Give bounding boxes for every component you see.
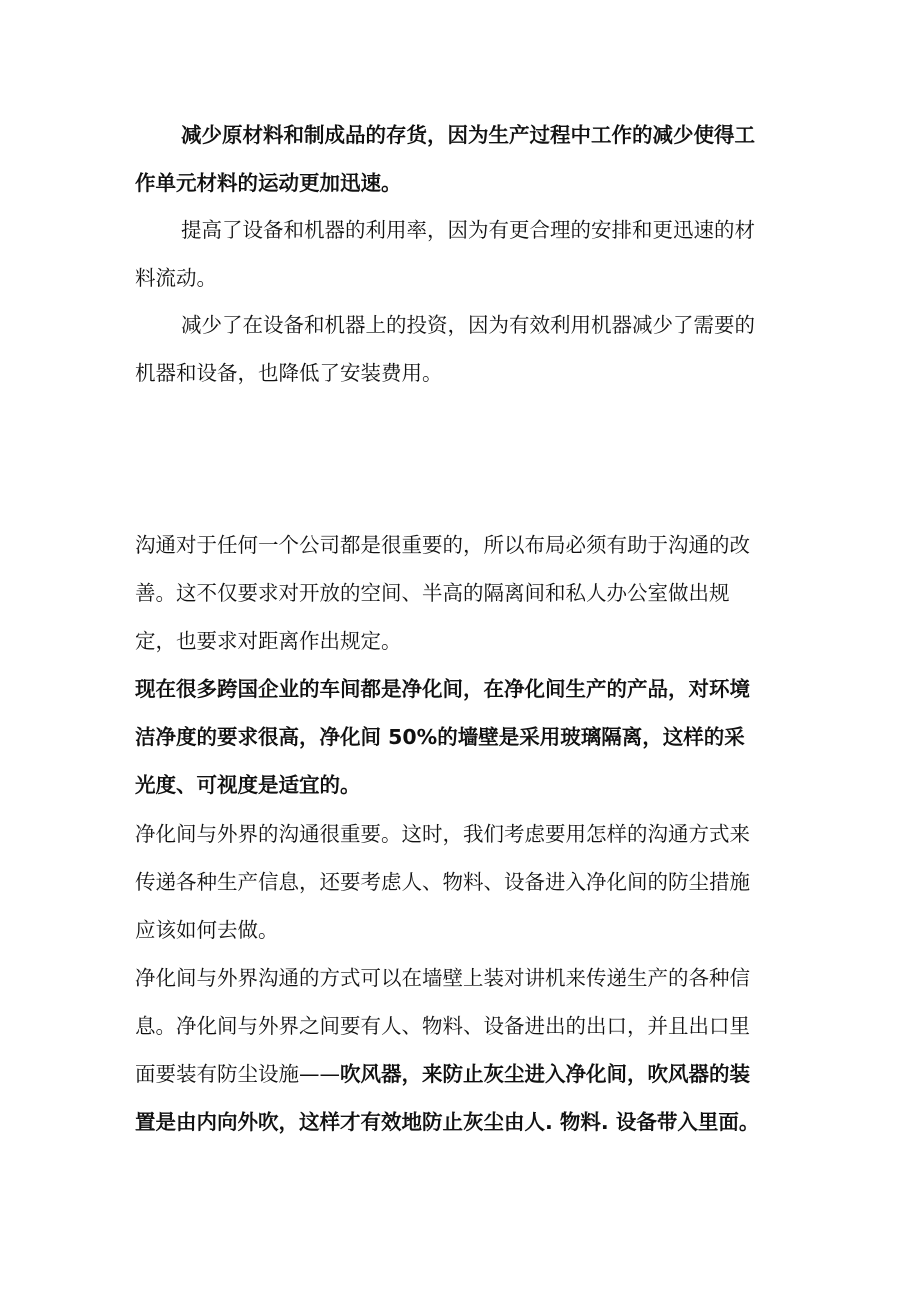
text-line: 机器和设备，也降低了安装费用。 (135, 361, 443, 385)
text-line: 作单元材料的运动更加迅速。 (135, 171, 402, 195)
text-line: 善。这不仅要求对开放的空间、半高的隔离间和私人办公室做出规 (135, 581, 730, 605)
text-line: 净化间与外界沟通的方式可以在墙壁上装对讲机来传递生产的各种信 (135, 966, 750, 990)
paragraph-air-shower (135, 954, 795, 1146)
text-line: 洁净度的要求很高，净化间 50%的墙壁是采用玻璃隔离，这样的采 (135, 725, 745, 749)
text-line: 现在很多跨国企业的车间都是净化间，在净化间生产的产品，对环境 (135, 677, 750, 701)
text-line: 净化间与外界的沟通很重要。这时，我们考虑要用怎样的沟通方式来 (135, 822, 750, 846)
text-line (135, 1050, 795, 1098)
text-line: 提高了设备和机器的利用率，因为有更合理的安排和更迅速的材 (181, 218, 755, 242)
text-line: 置是由内向外吹，这样才有效地防止灰尘由人. 物料. 设备带入里面。 (135, 1110, 760, 1134)
text-line: 沟通对于任何一个公司都是很重要的，所以布局必须有助于沟通的改 (135, 533, 750, 557)
text-line: 料流动。 (135, 266, 217, 290)
paragraph-clean-room-communication (135, 810, 795, 954)
text-line: 定，也要求对距离作出规定。 (135, 629, 402, 653)
paragraph-clean-room (135, 665, 795, 809)
paragraph-inventory-reduction (135, 111, 795, 207)
paragraph-equipment-utilization (135, 206, 795, 302)
paragraph-investment-reduction (135, 301, 795, 397)
paragraph-communication (135, 521, 795, 665)
text-segment: 面要装有防尘设施—— (135, 1062, 340, 1086)
text-line: 光度、可视度是适宜的。 (135, 773, 361, 797)
text-line: 减少了在设备和机器上的投资，因为有效利用机器减少了需要的 (181, 313, 755, 337)
text-line: 应该如何去做。 (135, 918, 279, 942)
text-line: 传递各种生产信息，还要考虑人、物料、设备进入净化间的防尘措施 (135, 870, 750, 894)
text-segment-bold: 吹风器，来防止灰尘进入净化间，吹风器的装 (340, 1062, 750, 1086)
text-line: 息。净化间与外界之间要有人、物料、设备进出的出口，并且出口里 (135, 1014, 750, 1038)
text-line: 减少原材料和制成品的存货，因为生产过程中工作的减少使得工 (181, 123, 755, 147)
